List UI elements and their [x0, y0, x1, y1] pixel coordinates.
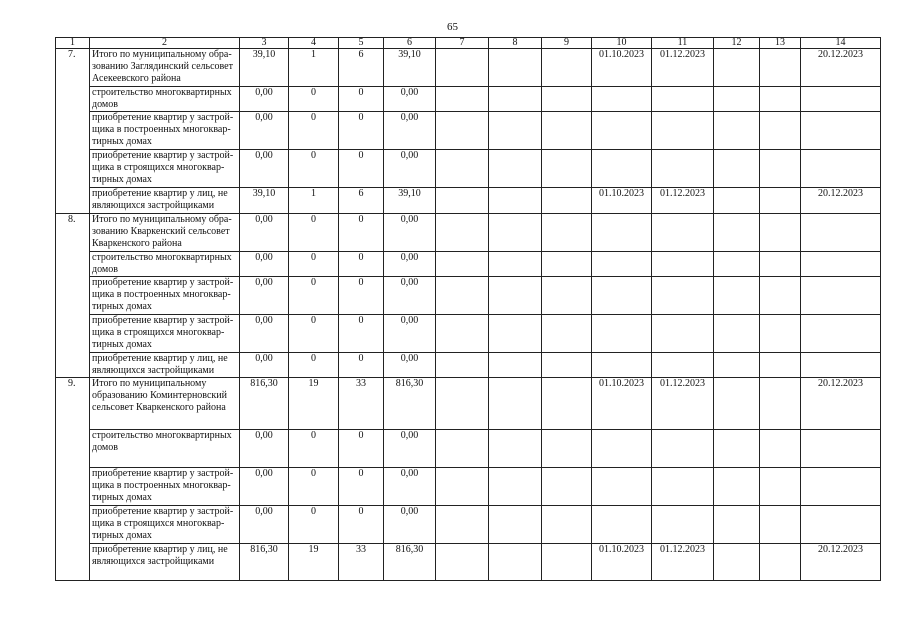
- empty-cell: [542, 378, 592, 430]
- count-cell: 0: [289, 353, 339, 378]
- empty-cell: [760, 188, 801, 214]
- date-cell: 01.10.2023: [592, 378, 652, 430]
- amount-cell: 0,00: [384, 252, 436, 277]
- amount-cell: 0,00: [384, 315, 436, 353]
- table-row: [56, 188, 881, 214]
- table-row: [56, 315, 881, 353]
- item-label-cell: строительство многоквартирных домов: [90, 430, 240, 468]
- empty-cell: [489, 430, 542, 468]
- date-cell: [592, 430, 652, 468]
- column-header: 12: [714, 38, 760, 49]
- count-cell: 1: [289, 188, 339, 214]
- empty-cell: [542, 430, 592, 468]
- date-cell: [652, 150, 714, 188]
- empty-cell: [714, 544, 760, 581]
- empty-cell: [760, 150, 801, 188]
- count-cell: 0: [339, 252, 384, 277]
- date-cell: [652, 353, 714, 378]
- amount-cell: 0,00: [240, 252, 289, 277]
- empty-cell: [542, 506, 592, 544]
- table-row: [56, 544, 881, 581]
- count-cell: 0: [339, 112, 384, 150]
- amount-cell: 0,00: [384, 277, 436, 315]
- column-header: 6: [384, 38, 436, 49]
- item-label-cell: приобретение квартир у застрой-щика в строящихся многоквар-тирных домах: [90, 315, 240, 353]
- date-cell: 01.10.2023: [592, 544, 652, 581]
- empty-cell: [760, 544, 801, 581]
- date-cell: [592, 252, 652, 277]
- table-row-total: [56, 378, 881, 430]
- empty-cell: [436, 87, 489, 112]
- empty-cell: [489, 315, 542, 353]
- empty-cell: [436, 188, 489, 214]
- date-cell: 01.12.2023: [652, 544, 714, 581]
- item-label-cell: строительство многоквартирных домов: [90, 252, 240, 277]
- date-cell: [592, 353, 652, 378]
- count-cell: 0: [289, 277, 339, 315]
- table-row-total: [56, 214, 881, 252]
- date-cell: [652, 315, 714, 353]
- empty-cell: [489, 112, 542, 150]
- column-header: 10: [592, 38, 652, 49]
- date-cell: 01.10.2023: [592, 188, 652, 214]
- row-number-cell: 8.: [56, 214, 90, 378]
- empty-cell: [436, 150, 489, 188]
- count-cell: 0: [339, 468, 384, 506]
- empty-cell: [436, 468, 489, 506]
- amount-cell: 39,10: [384, 188, 436, 214]
- column-header: 9: [542, 38, 592, 49]
- table-row: [56, 87, 881, 112]
- date-cell: [801, 277, 881, 315]
- count-cell: 19: [289, 544, 339, 581]
- date-cell: [592, 150, 652, 188]
- date-cell: [592, 277, 652, 315]
- empty-cell: [436, 506, 489, 544]
- item-label-cell: приобретение квартир у лиц, не являющихся застройщиками: [90, 353, 240, 378]
- amount-cell: 0,00: [384, 150, 436, 188]
- empty-cell: [542, 315, 592, 353]
- amount-cell: 0,00: [384, 112, 436, 150]
- item-label-cell: строительство многоквартирных домов: [90, 87, 240, 112]
- empty-cell: [714, 87, 760, 112]
- column-header: 8: [489, 38, 542, 49]
- empty-cell: [542, 214, 592, 252]
- amount-cell: 0,00: [240, 277, 289, 315]
- empty-cell: [489, 506, 542, 544]
- empty-cell: [714, 214, 760, 252]
- empty-cell: [436, 353, 489, 378]
- empty-cell: [489, 49, 542, 87]
- column-header: 3: [240, 38, 289, 49]
- amount-cell: 39,10: [240, 49, 289, 87]
- table-row: [56, 252, 881, 277]
- empty-cell: [542, 353, 592, 378]
- empty-cell: [760, 87, 801, 112]
- date-cell: [801, 214, 881, 252]
- table-row: [56, 468, 881, 506]
- empty-cell: [760, 378, 801, 430]
- count-cell: 0: [339, 506, 384, 544]
- date-cell: [801, 112, 881, 150]
- empty-cell: [542, 252, 592, 277]
- empty-cell: [714, 252, 760, 277]
- empty-cell: [436, 214, 489, 252]
- column-numbers-row: [56, 38, 881, 49]
- count-cell: 0: [289, 214, 339, 252]
- empty-cell: [760, 468, 801, 506]
- column-header: 14: [801, 38, 881, 49]
- table-row: [56, 277, 881, 315]
- empty-cell: [489, 214, 542, 252]
- amount-cell: 816,30: [240, 544, 289, 581]
- date-cell: [652, 252, 714, 277]
- date-cell: [652, 112, 714, 150]
- empty-cell: [760, 277, 801, 315]
- table-row: [56, 150, 881, 188]
- empty-cell: [714, 277, 760, 315]
- empty-cell: [489, 353, 542, 378]
- empty-cell: [760, 353, 801, 378]
- date-cell: 01.12.2023: [652, 378, 714, 430]
- empty-cell: [489, 252, 542, 277]
- amount-cell: 0,00: [384, 87, 436, 112]
- count-cell: 0: [289, 252, 339, 277]
- date-cell: [652, 430, 714, 468]
- column-header: 13: [760, 38, 801, 49]
- amount-cell: 0,00: [240, 150, 289, 188]
- date-cell: [801, 468, 881, 506]
- count-cell: 0: [289, 150, 339, 188]
- empty-cell: [489, 188, 542, 214]
- empty-cell: [714, 506, 760, 544]
- empty-cell: [714, 430, 760, 468]
- count-cell: 1: [289, 49, 339, 87]
- item-label-cell: приобретение квартир у застрой-щика в построенных многоквар-тирных домах: [90, 277, 240, 315]
- count-cell: 0: [289, 430, 339, 468]
- programme-table: [55, 37, 881, 581]
- count-cell: 0: [289, 87, 339, 112]
- empty-cell: [489, 544, 542, 581]
- column-header: 2: [90, 38, 240, 49]
- amount-cell: 0,00: [384, 214, 436, 252]
- empty-cell: [542, 49, 592, 87]
- date-cell: [801, 150, 881, 188]
- empty-cell: [489, 468, 542, 506]
- table-row: [56, 506, 881, 544]
- empty-cell: [436, 49, 489, 87]
- table-row: [56, 353, 881, 378]
- count-cell: 0: [339, 353, 384, 378]
- column-header: 4: [289, 38, 339, 49]
- empty-cell: [436, 378, 489, 430]
- amount-cell: 0,00: [240, 353, 289, 378]
- count-cell: 0: [289, 315, 339, 353]
- empty-cell: [436, 315, 489, 353]
- count-cell: 6: [339, 49, 384, 87]
- empty-cell: [714, 378, 760, 430]
- amount-cell: 0,00: [384, 468, 436, 506]
- empty-cell: [760, 506, 801, 544]
- item-label-cell: Итого по муниципальному образованию Коминтерновский сельсовет Кваркенского района: [90, 378, 240, 430]
- empty-cell: [714, 353, 760, 378]
- date-cell: [652, 214, 714, 252]
- column-header: 11: [652, 38, 714, 49]
- empty-cell: [760, 252, 801, 277]
- empty-cell: [542, 277, 592, 315]
- item-label-cell: приобретение квартир у застрой-щика в построенных многоквар-тирных домах: [90, 468, 240, 506]
- date-cell: 20.12.2023: [801, 544, 881, 581]
- count-cell: 33: [339, 544, 384, 581]
- amount-cell: 39,10: [384, 49, 436, 87]
- empty-cell: [436, 277, 489, 315]
- empty-cell: [542, 150, 592, 188]
- amount-cell: 0,00: [384, 506, 436, 544]
- item-label-cell: приобретение квартир у лиц, не являющихся застройщиками: [90, 188, 240, 214]
- column-header: 7: [436, 38, 489, 49]
- amount-cell: 0,00: [240, 506, 289, 544]
- row-number-cell: 9.: [56, 378, 90, 581]
- date-cell: [592, 214, 652, 252]
- date-cell: 01.10.2023: [592, 49, 652, 87]
- date-cell: [801, 315, 881, 353]
- empty-cell: [714, 468, 760, 506]
- empty-cell: [760, 112, 801, 150]
- amount-cell: 816,30: [384, 378, 436, 430]
- amount-cell: 0,00: [240, 430, 289, 468]
- table-body: [56, 38, 881, 581]
- item-label-cell: Итого по муниципальному обра-зованию Кваркенский сельсовет Кваркенского района: [90, 214, 240, 252]
- empty-cell: [714, 188, 760, 214]
- empty-cell: [489, 87, 542, 112]
- empty-cell: [714, 112, 760, 150]
- item-label-cell: Итого по муниципальному обра-зованию Заглядинский сельсовет Асекеевского района: [90, 49, 240, 87]
- amount-cell: 0,00: [240, 468, 289, 506]
- date-cell: 01.12.2023: [652, 49, 714, 87]
- amount-cell: 0,00: [240, 214, 289, 252]
- empty-cell: [542, 87, 592, 112]
- empty-cell: [714, 49, 760, 87]
- date-cell: 01.12.2023: [652, 188, 714, 214]
- empty-cell: [489, 378, 542, 430]
- empty-cell: [436, 544, 489, 581]
- date-cell: 20.12.2023: [801, 49, 881, 87]
- count-cell: 0: [339, 214, 384, 252]
- empty-cell: [436, 252, 489, 277]
- amount-cell: 816,30: [384, 544, 436, 581]
- count-cell: 0: [339, 150, 384, 188]
- empty-cell: [542, 544, 592, 581]
- count-cell: 0: [339, 87, 384, 112]
- empty-cell: [436, 112, 489, 150]
- date-cell: [592, 468, 652, 506]
- item-label-cell: приобретение квартир у застрой-щика в строящихся многоквар-тирных домах: [90, 506, 240, 544]
- empty-cell: [760, 430, 801, 468]
- column-header: 1: [56, 38, 90, 49]
- date-cell: [801, 506, 881, 544]
- amount-cell: 0,00: [240, 87, 289, 112]
- page-number: 65: [447, 21, 458, 33]
- date-cell: [801, 430, 881, 468]
- count-cell: 0: [339, 315, 384, 353]
- count-cell: 0: [289, 468, 339, 506]
- count-cell: 6: [339, 188, 384, 214]
- date-cell: [652, 277, 714, 315]
- date-cell: [592, 112, 652, 150]
- date-cell: [592, 87, 652, 112]
- date-cell: [592, 315, 652, 353]
- count-cell: 0: [289, 112, 339, 150]
- amount-cell: 0,00: [240, 112, 289, 150]
- column-header: 5: [339, 38, 384, 49]
- item-label-cell: приобретение квартир у лиц, не являющихся застройщиками: [90, 544, 240, 581]
- empty-cell: [542, 188, 592, 214]
- empty-cell: [436, 430, 489, 468]
- empty-cell: [714, 315, 760, 353]
- count-cell: 0: [339, 430, 384, 468]
- item-label-cell: приобретение квартир у застрой-щика в строящихся многоквар-тирных домах: [90, 150, 240, 188]
- count-cell: 0: [339, 277, 384, 315]
- date-cell: [652, 468, 714, 506]
- amount-cell: 816,30: [240, 378, 289, 430]
- table-row-total: [56, 49, 881, 87]
- count-cell: 19: [289, 378, 339, 430]
- date-cell: [652, 506, 714, 544]
- date-cell: [801, 252, 881, 277]
- empty-cell: [489, 277, 542, 315]
- date-cell: 20.12.2023: [801, 378, 881, 430]
- empty-cell: [489, 150, 542, 188]
- date-cell: [801, 353, 881, 378]
- amount-cell: 0,00: [240, 315, 289, 353]
- empty-cell: [760, 49, 801, 87]
- amount-cell: 0,00: [384, 353, 436, 378]
- empty-cell: [542, 468, 592, 506]
- empty-cell: [542, 112, 592, 150]
- row-number-cell: 7.: [56, 49, 90, 214]
- count-cell: 33: [339, 378, 384, 430]
- date-cell: 20.12.2023: [801, 188, 881, 214]
- date-cell: [652, 87, 714, 112]
- date-cell: [801, 87, 881, 112]
- amount-cell: 0,00: [384, 430, 436, 468]
- count-cell: 0: [289, 506, 339, 544]
- item-label-cell: приобретение квартир у застрой-щика в построенных многоквар-тирных домах: [90, 112, 240, 150]
- table-row: [56, 112, 881, 150]
- empty-cell: [760, 214, 801, 252]
- empty-cell: [760, 315, 801, 353]
- amount-cell: 39,10: [240, 188, 289, 214]
- table-row: [56, 430, 881, 468]
- date-cell: [592, 506, 652, 544]
- empty-cell: [714, 150, 760, 188]
